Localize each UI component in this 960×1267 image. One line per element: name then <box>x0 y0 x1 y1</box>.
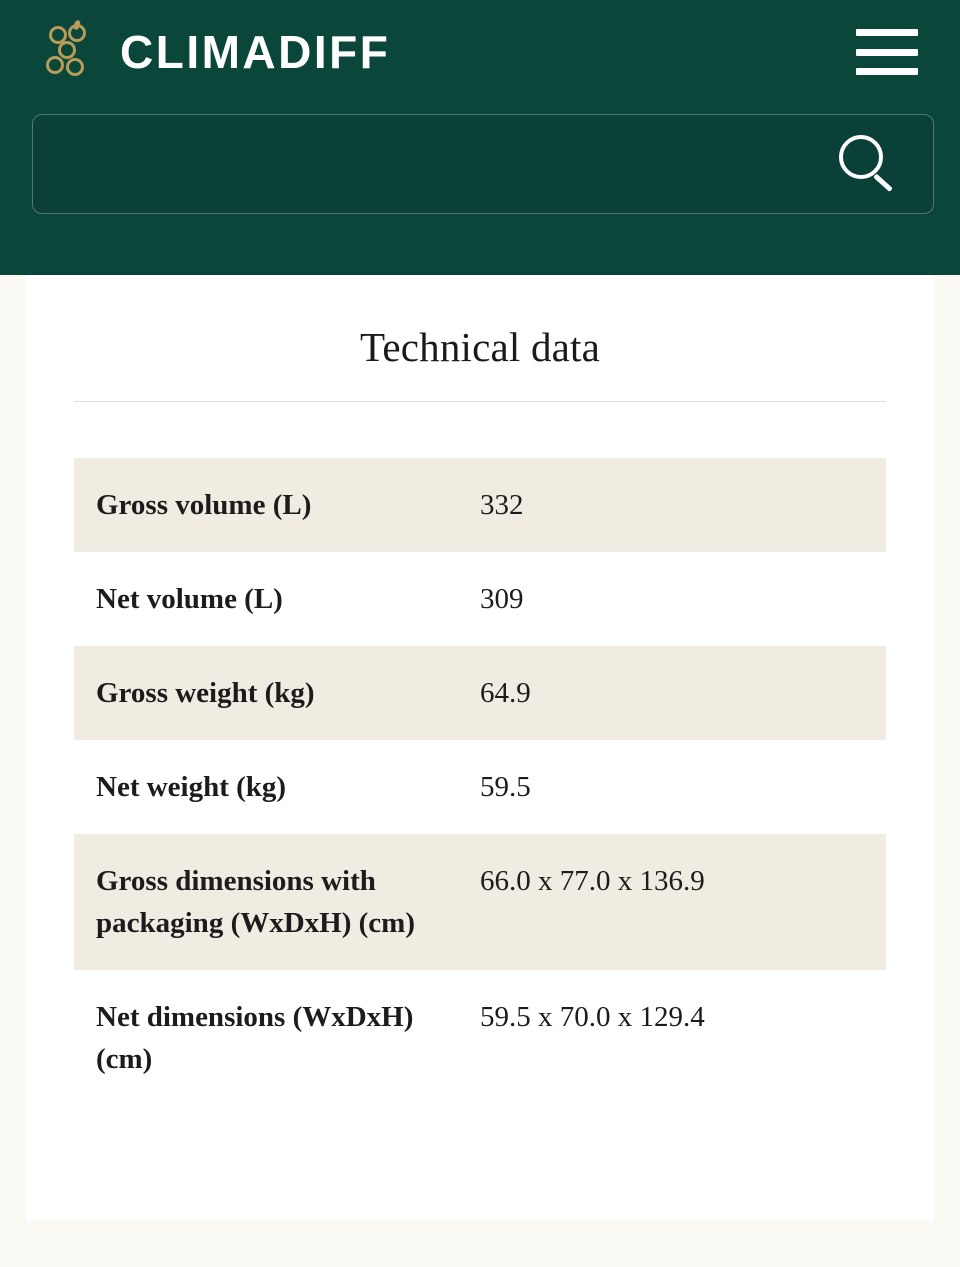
table-row <box>74 458 886 552</box>
spec-value: 59.5 x 70.0 x 129.4 <box>480 1001 705 1034</box>
spec-label: Gross volume (L) <box>96 489 312 521</box>
search-icon[interactable] <box>837 133 899 195</box>
brand-name: CLIMADIFF <box>120 26 391 78</box>
search-input[interactable] <box>59 148 837 180</box>
hamburger-menu-icon[interactable] <box>856 29 918 75</box>
spec-value: 66.0 x 77.0 x 136.9 <box>480 865 705 898</box>
site-header <box>0 0 960 275</box>
brand-logo-link[interactable] <box>44 20 856 84</box>
table-row <box>74 740 886 834</box>
card-bottom-spacer <box>26 1106 934 1150</box>
spec-value: 332 <box>480 489 524 521</box>
page-title: Technical data <box>359 324 601 370</box>
table-row <box>74 646 886 740</box>
grape-cluster-icon <box>44 20 98 84</box>
technical-data-card <box>26 275 934 1220</box>
table-row <box>74 970 886 1106</box>
table-row <box>74 552 886 646</box>
spec-label: Gross dimensions with packaging (WxDxH) (cm) <box>96 865 415 940</box>
title-divider <box>74 401 886 402</box>
spec-label: Net dimensions (WxDxH) (cm) <box>96 1001 414 1076</box>
table-row <box>74 834 886 970</box>
spec-label: Net volume (L) <box>96 583 283 616</box>
spec-label: Gross weight (kg) <box>96 677 315 710</box>
spec-value: 64.9 <box>480 677 531 710</box>
spec-label: Net weight (kg) <box>96 771 287 804</box>
search-bar[interactable] <box>32 114 934 214</box>
technical-data-table <box>74 458 886 1106</box>
header-top-bar <box>0 0 960 104</box>
page-body <box>0 275 960 1220</box>
spec-value: 59.5 <box>480 771 531 804</box>
spec-value: 309 <box>480 583 524 616</box>
